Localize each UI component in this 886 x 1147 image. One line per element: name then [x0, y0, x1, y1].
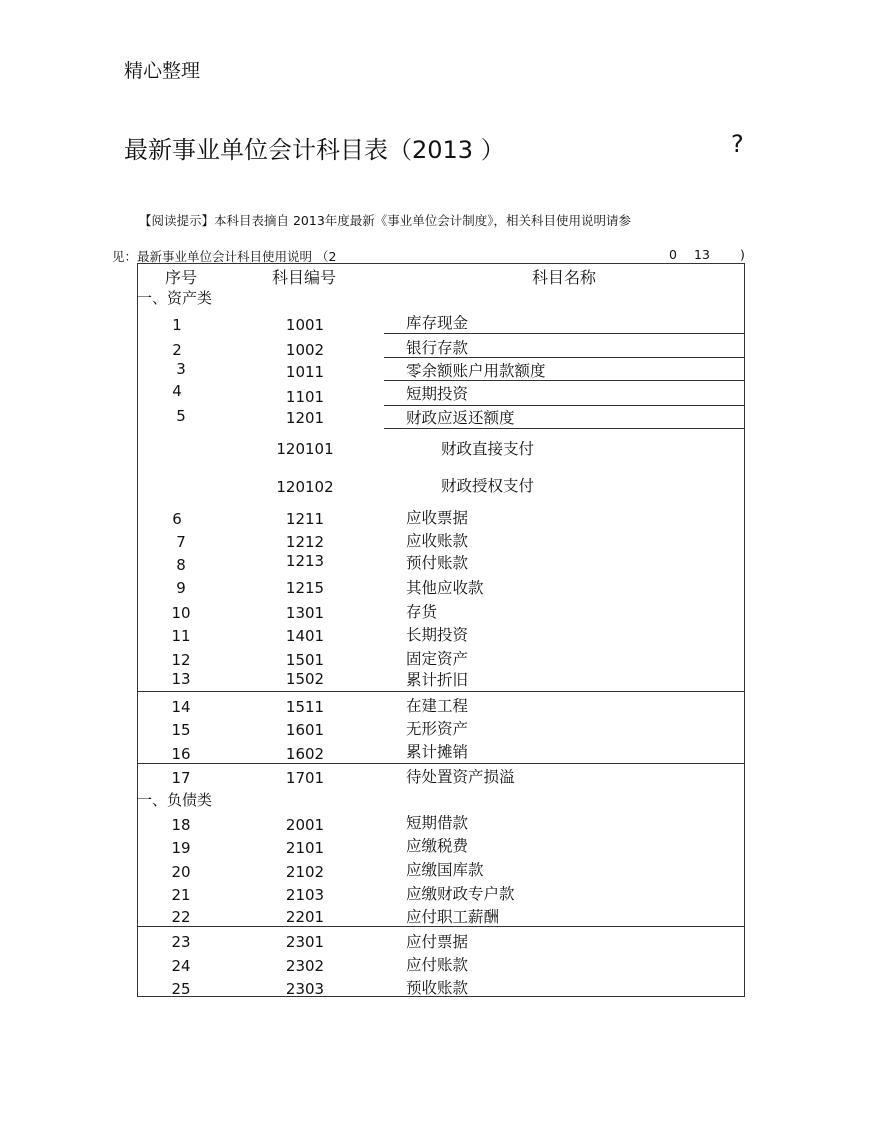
row-name: 财政直接支付 — [441, 440, 535, 458]
column-header-seq: 序号 — [165, 268, 198, 287]
row-name: 银行存款 — [406, 339, 469, 357]
row-seq: 15 — [171, 721, 191, 739]
row-seq: 25 — [171, 980, 191, 998]
row-code: 1011 — [285, 363, 325, 381]
row-code: 1101 — [285, 388, 325, 406]
row-name: 在建工程 — [406, 697, 469, 715]
row-seq: 20 — [171, 863, 191, 881]
row-name: 存货 — [406, 603, 438, 621]
row-seq: 1 — [172, 316, 182, 334]
row-name: 应缴国库款 — [406, 861, 484, 879]
row-name: 应收账款 — [406, 532, 469, 550]
row-seq: 11 — [171, 627, 191, 645]
row-seq: 3 — [176, 360, 186, 378]
row-name: 无形资产 — [406, 720, 469, 738]
row-seq: 4 — [172, 382, 182, 400]
row-divider — [384, 333, 745, 334]
reading-notice-year-part-a: 0 — [669, 247, 677, 262]
row-seq: 12 — [171, 651, 191, 669]
row-name: 应缴财政专户款 — [406, 885, 515, 903]
row-name: 预收账款 — [406, 979, 469, 997]
row-name: 应付账款 — [406, 956, 469, 974]
row-seq: 9 — [176, 579, 186, 597]
row-seq: 2 — [172, 341, 182, 359]
row-seq: 19 — [171, 839, 191, 857]
column-header-code: 科目编号 — [272, 268, 337, 287]
row-seq: 5 — [176, 407, 186, 425]
row-code: 1401 — [285, 627, 325, 645]
row-name: 短期投资 — [406, 385, 469, 403]
row-seq: 10 — [171, 604, 191, 622]
row-code: 1701 — [285, 769, 325, 787]
row-code: 1502 — [285, 670, 325, 688]
row-name: 其他应收款 — [406, 579, 484, 597]
row-name: 累计摊销 — [406, 743, 469, 761]
row-code: 2302 — [285, 957, 325, 975]
row-seq: 23 — [171, 933, 191, 951]
row-code: 2001 — [285, 816, 325, 834]
row-name: 应收票据 — [406, 509, 469, 527]
row-seq: 14 — [171, 698, 191, 716]
row-seq: 7 — [176, 533, 186, 551]
row-code: 1001 — [285, 316, 325, 334]
row-code: 1511 — [285, 698, 325, 716]
header-note: 精心整理 — [124, 60, 201, 82]
row-code: 2201 — [285, 908, 325, 926]
row-code: 1602 — [285, 745, 325, 763]
row-code: 2102 — [285, 863, 325, 881]
category-liabilities: 一、负债类 — [137, 791, 213, 809]
row-name: 应付票据 — [406, 933, 469, 951]
row-seq: 17 — [171, 769, 191, 787]
row-name: 应付职工薪酬 — [406, 908, 500, 926]
row-seq: 16 — [171, 745, 191, 763]
row-code: 1211 — [285, 510, 325, 528]
reading-notice-line2: 见：最新事业单位会计科目使用说明 （2 — [112, 249, 337, 264]
row-code: 1213 — [285, 552, 325, 570]
reading-notice-close-paren: ) — [740, 247, 745, 262]
row-code: 1201 — [285, 409, 325, 427]
row-code: 1215 — [285, 579, 325, 597]
row-name: 长期投资 — [406, 626, 469, 644]
row-divider — [137, 691, 745, 692]
row-seq: 21 — [171, 886, 191, 904]
reading-notice-year-part-b: 13 — [694, 247, 710, 262]
row-code: 1601 — [285, 721, 325, 739]
category-assets: 一、资产类 — [137, 289, 213, 307]
row-name: 应缴税费 — [406, 837, 469, 855]
row-code: 120102 — [276, 478, 334, 496]
row-name: 短期借款 — [406, 814, 469, 832]
row-name: 累计折旧 — [406, 671, 469, 689]
row-divider — [137, 763, 745, 764]
row-code: 2101 — [285, 839, 325, 857]
page-title: 最新事业单位会计科目表（2013 ） — [124, 136, 505, 164]
row-seq: 24 — [171, 957, 191, 975]
row-code: 2301 — [285, 933, 325, 951]
row-name: 零余额账户用款额度 — [406, 362, 546, 380]
row-seq: 13 — [171, 670, 191, 688]
row-seq: 6 — [172, 510, 182, 528]
row-name: 财政应返还额度 — [406, 409, 515, 427]
row-name: 固定资产 — [406, 650, 469, 668]
row-code: 120101 — [276, 440, 334, 458]
row-name: 财政授权支付 — [441, 477, 535, 495]
title-question-mark: ? — [731, 130, 744, 158]
row-code: 1501 — [285, 651, 325, 669]
row-divider — [384, 428, 745, 429]
row-seq: 18 — [171, 816, 191, 834]
row-name: 预付账款 — [406, 554, 469, 572]
row-code: 2303 — [285, 980, 325, 998]
row-seq: 22 — [171, 908, 191, 926]
reading-notice: 【阅读提示】本科目表摘自 2013年度最新《事业单位会计制度》，相关科目使用说明请参 — [139, 213, 632, 228]
row-name: 库存现金 — [406, 314, 469, 332]
row-code: 2103 — [285, 886, 325, 904]
row-code: 1002 — [285, 341, 325, 359]
row-seq: 8 — [176, 556, 186, 574]
column-header-name: 科目名称 — [532, 268, 597, 287]
row-code: 1301 — [285, 604, 325, 622]
row-name: 待处置资产损溢 — [406, 768, 515, 786]
row-code: 1212 — [285, 533, 325, 551]
